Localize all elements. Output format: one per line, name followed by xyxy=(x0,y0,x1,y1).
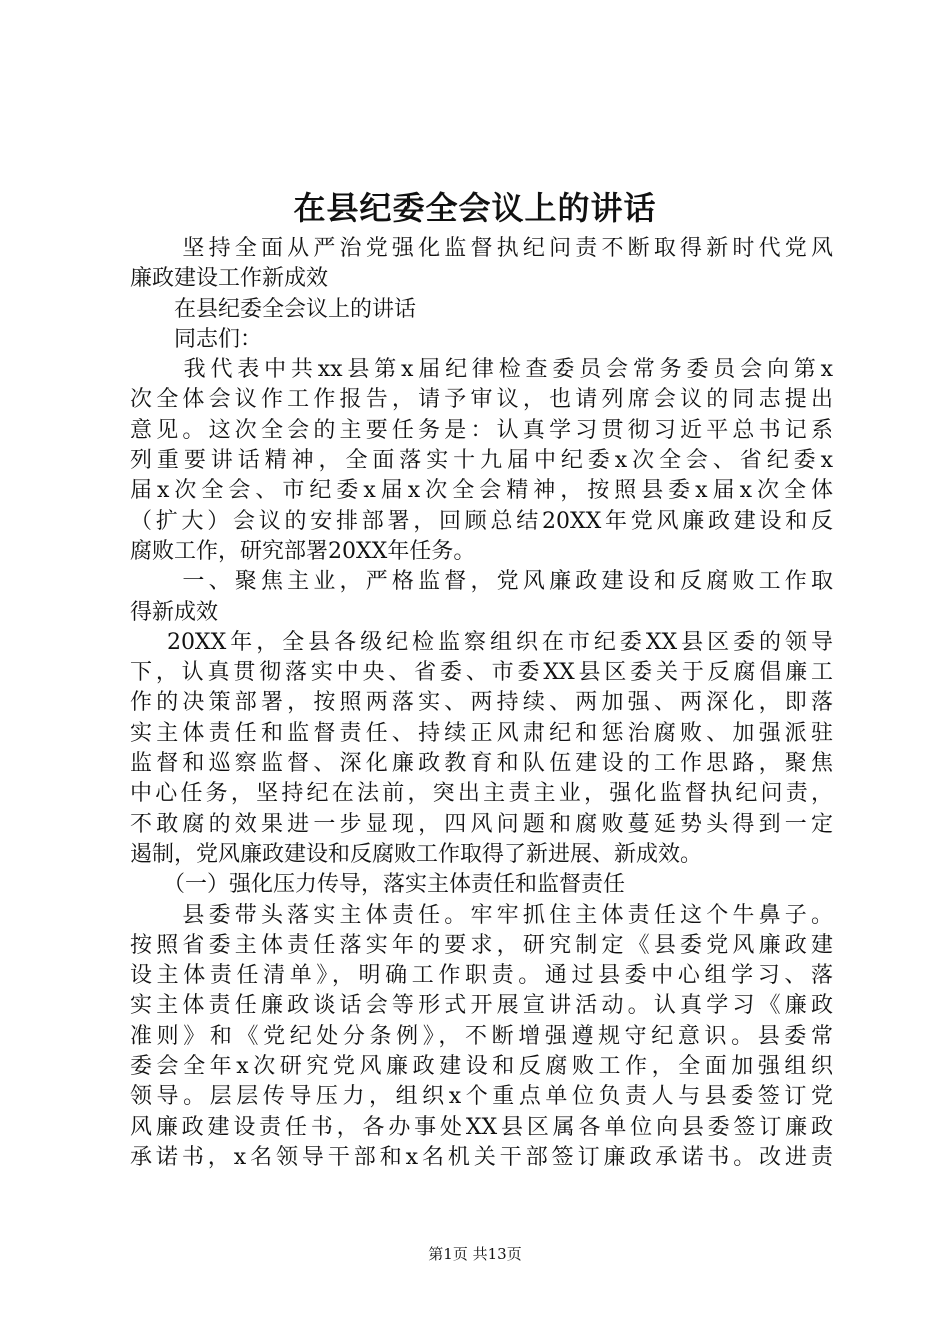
text-line: 风廉政建设责任书，各办事处XX县区属各单位向县委签订廉政 xyxy=(130,1114,833,1140)
text-line: 意见。这次全会的主要任务是：认真学习贯彻习近平总书记系 xyxy=(130,417,833,443)
text-line: 一、聚焦主业，严格监督，党风廉政建设和反腐败工作取 xyxy=(130,569,833,595)
text-line: 不敢腐的效果进一步显现，四风问题和腐败蔓延势头得到一定 xyxy=(130,811,833,837)
text-line: 领导。层层传导压力，组织x个重点单位负责人与县委签订党 xyxy=(130,1084,833,1110)
text-line: 坚持全面从严治党强化监督执纪问责不断取得新时代党风 xyxy=(130,236,833,261)
document-title: 在县纪委全会议上的讲话 xyxy=(293,189,657,227)
page-footer: 第1页 共13页 xyxy=(428,1245,522,1263)
text-line: 中心任务，坚持纪在法前，突出主责主业，强化监督执纪问责， xyxy=(130,781,833,807)
text-line: 次全体会议作工作报告，请予审议，也请列席会议的同志提出 xyxy=(130,387,833,413)
text-line: 按照省委主体责任落实年的要求，研究制定《县委党风廉政建 xyxy=(130,932,833,958)
text-line: 设主体责任清单》，明确工作职责。通过县委中心组学习、落 xyxy=(130,963,833,989)
text-line: 同志们： xyxy=(130,326,263,352)
text-line: 准则》和《党纪处分条例》，不断增强遵规守纪意识。县委常 xyxy=(130,1023,833,1049)
text-line: （一）强化压力传导，落实主体责任和监督责任 xyxy=(130,872,626,898)
text-line: 作的决策部署，按照两落实、两持续、两加强、两深化，即落 xyxy=(130,690,833,716)
text-line: 腐败工作，研究部署20XX年任务。 xyxy=(130,538,476,564)
text-line: 监督和巡察监督、深化廉政教育和队伍建设的工作思路，聚焦 xyxy=(130,751,833,777)
text-line: 遏制，党风廉政建设和反腐败工作取得了新进展、新成效。 xyxy=(130,841,703,867)
text-line: 廉政建设工作新成效 xyxy=(130,266,329,292)
text-line: 承诺书，x名领导干部和x名机关干部签订廉政承诺书。改进责 xyxy=(130,1144,833,1170)
text-line: 实主体责任廉政谈话会等形式开展宣讲活动。认真学习《廉政 xyxy=(130,993,833,1019)
text-line: 县委带头落实主体责任。牢牢抓住主体责任这个牛鼻子。 xyxy=(130,902,833,928)
text-line: 实主体责任和监督责任、持续正风肃纪和惩治腐败、加强派驻 xyxy=(130,720,833,746)
text-line: 列重要讲话精神，全面落实十九届中纪委x次全会、省纪委x xyxy=(130,448,833,474)
text-line: 委会全年x次研究党风廉政建设和反腐败工作，全面加强组织 xyxy=(130,1054,833,1080)
document-body xyxy=(130,234,833,1173)
text-line: 下，认真贯彻落实中央、省委、市委XX县区委关于反腐倡廉工 xyxy=(130,660,833,686)
text-line: 届x次全会、市纪委x届x次全会精神，按照县委x届x次全体 xyxy=(130,478,833,504)
text-line: 得新成效 xyxy=(130,599,219,625)
text-line: （扩大）会议的安排部署，回顾总结20XX年党风廉政建设和反 xyxy=(130,508,833,534)
text-line: 在县纪委全会议上的讲话 xyxy=(130,296,417,322)
text-line: 20XX年，全县各级纪检监察组织在市纪委XX县区委的领导 xyxy=(130,629,833,655)
text-line: 我代表中共xx县第x届纪律检查委员会常务委员会向第x xyxy=(130,357,833,383)
